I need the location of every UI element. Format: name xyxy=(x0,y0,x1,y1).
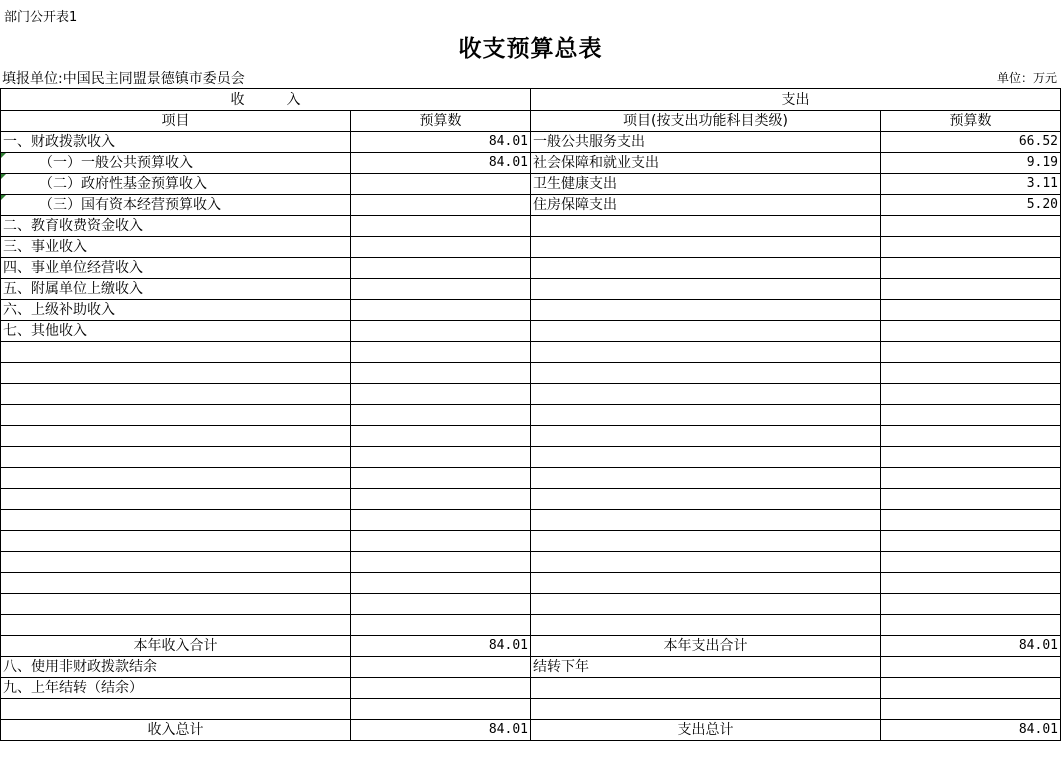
budget-table xyxy=(0,88,1061,741)
currency-unit: 单位：万元 xyxy=(996,71,1057,85)
expense-amount-cell xyxy=(881,678,1061,699)
expense-item-cell: 一般公共服务支出 xyxy=(531,132,881,153)
expense-amount-cell xyxy=(881,300,1061,321)
empty-row xyxy=(1,468,1061,489)
grand-income-total-label: 收入总计 xyxy=(1,720,351,741)
income-amount-cell xyxy=(351,657,531,678)
table-row xyxy=(1,132,1061,153)
column-header-row xyxy=(1,111,1061,132)
income-item-cell: （三）国有资本经营预算收入 xyxy=(1,195,351,216)
income-item-cell: 六、上级补助收入 xyxy=(1,300,351,321)
year-expense-total-value: 84.01 xyxy=(881,636,1061,657)
income-item-cell: 九、上年结转（结余） xyxy=(1,678,351,699)
reporting-unit: 填报单位:中国民主同盟景德镇市委员会 xyxy=(2,71,245,87)
income-amount-cell xyxy=(351,279,531,300)
income-amount-cell: 84.01 xyxy=(351,132,531,153)
income-item-cell: 四、事业单位经营收入 xyxy=(1,258,351,279)
table-id-label: 部门公开表1 xyxy=(4,10,78,25)
income-group-header: 收 入 xyxy=(1,89,531,111)
expense-amount-cell xyxy=(881,321,1061,342)
empty-row xyxy=(1,615,1061,636)
income-item-cell: 八、使用非财政拨款结余 xyxy=(1,657,351,678)
empty-row xyxy=(1,426,1061,447)
expense-amount-cell xyxy=(881,258,1061,279)
income-amount-cell xyxy=(351,216,531,237)
table-row xyxy=(1,174,1061,195)
income-item-cell: （二）政府性基金预算收入 xyxy=(1,174,351,195)
income-amount-cell xyxy=(351,321,531,342)
expense-amount-cell: 5.20 xyxy=(881,195,1061,216)
table-row xyxy=(1,216,1061,237)
expense-amount-cell xyxy=(881,216,1061,237)
income-item-cell: （一）一般公共预算收入 xyxy=(1,153,351,174)
table-row xyxy=(1,657,1061,678)
empty-row xyxy=(1,342,1061,363)
income-amount-cell xyxy=(351,195,531,216)
expense-group-header: 支出 xyxy=(531,89,1061,111)
income-item-cell: 一、财政拨款收入 xyxy=(1,132,351,153)
grand-expense-total-value: 84.01 xyxy=(881,720,1061,741)
expense-item-cell xyxy=(531,237,881,258)
expense-item-cell xyxy=(531,321,881,342)
table-row xyxy=(1,153,1061,174)
table-row xyxy=(1,300,1061,321)
year-total-row xyxy=(1,636,1061,657)
income-amount-header: 预算数 xyxy=(351,111,531,132)
income-item-cell: 七、其他收入 xyxy=(1,321,351,342)
year-income-total-value: 84.01 xyxy=(351,636,531,657)
empty-row xyxy=(1,489,1061,510)
expense-item-cell: 卫生健康支出 xyxy=(531,174,881,195)
table-row xyxy=(1,195,1061,216)
year-expense-total-label: 本年支出合计 xyxy=(531,636,881,657)
grand-income-total-value: 84.01 xyxy=(351,720,531,741)
table-row xyxy=(1,678,1061,699)
income-item-cell: 五、附属单位上缴收入 xyxy=(1,279,351,300)
table-row xyxy=(1,321,1061,342)
expense-item-header: 项目(按支出功能科目类级) xyxy=(531,111,881,132)
table-row xyxy=(1,237,1061,258)
empty-row xyxy=(1,405,1061,426)
empty-row xyxy=(1,699,1061,720)
empty-row xyxy=(1,531,1061,552)
empty-row xyxy=(1,594,1061,615)
year-income-total-label: 本年收入合计 xyxy=(1,636,351,657)
expense-item-cell: 住房保障支出 xyxy=(531,195,881,216)
empty-row xyxy=(1,447,1061,468)
page-title: 收支预算总表 xyxy=(458,35,603,62)
empty-row xyxy=(1,363,1061,384)
empty-row xyxy=(1,552,1061,573)
expense-amount-cell xyxy=(881,237,1061,258)
expense-amount-cell: 9.19 xyxy=(881,153,1061,174)
table-row xyxy=(1,279,1061,300)
expense-amount-cell xyxy=(881,657,1061,678)
empty-row xyxy=(1,510,1061,531)
grand-expense-total-label: 支出总计 xyxy=(531,720,881,741)
income-amount-cell xyxy=(351,678,531,699)
expense-item-cell xyxy=(531,258,881,279)
empty-row xyxy=(1,573,1061,594)
expense-amount-cell: 3.11 xyxy=(881,174,1061,195)
income-amount-cell xyxy=(351,300,531,321)
expense-item-cell xyxy=(531,300,881,321)
expense-amount-header: 预算数 xyxy=(881,111,1061,132)
expense-item-cell: 结转下年 xyxy=(531,657,881,678)
expense-item-cell xyxy=(531,279,881,300)
expense-item-cell: 社会保障和就业支出 xyxy=(531,153,881,174)
expense-item-cell xyxy=(531,678,881,699)
income-item-cell: 三、事业收入 xyxy=(1,237,351,258)
table-row xyxy=(1,258,1061,279)
income-amount-cell: 84.01 xyxy=(351,153,531,174)
income-amount-cell xyxy=(351,258,531,279)
empty-row xyxy=(1,384,1061,405)
expense-item-cell xyxy=(531,216,881,237)
expense-amount-cell xyxy=(881,279,1061,300)
expense-amount-cell: 66.52 xyxy=(881,132,1061,153)
income-item-cell: 二、教育收费资金收入 xyxy=(1,216,351,237)
income-amount-cell xyxy=(351,237,531,258)
group-header-row xyxy=(1,89,1061,111)
grand-total-row xyxy=(1,720,1061,741)
income-amount-cell xyxy=(351,174,531,195)
income-item-header: 项目 xyxy=(1,111,351,132)
